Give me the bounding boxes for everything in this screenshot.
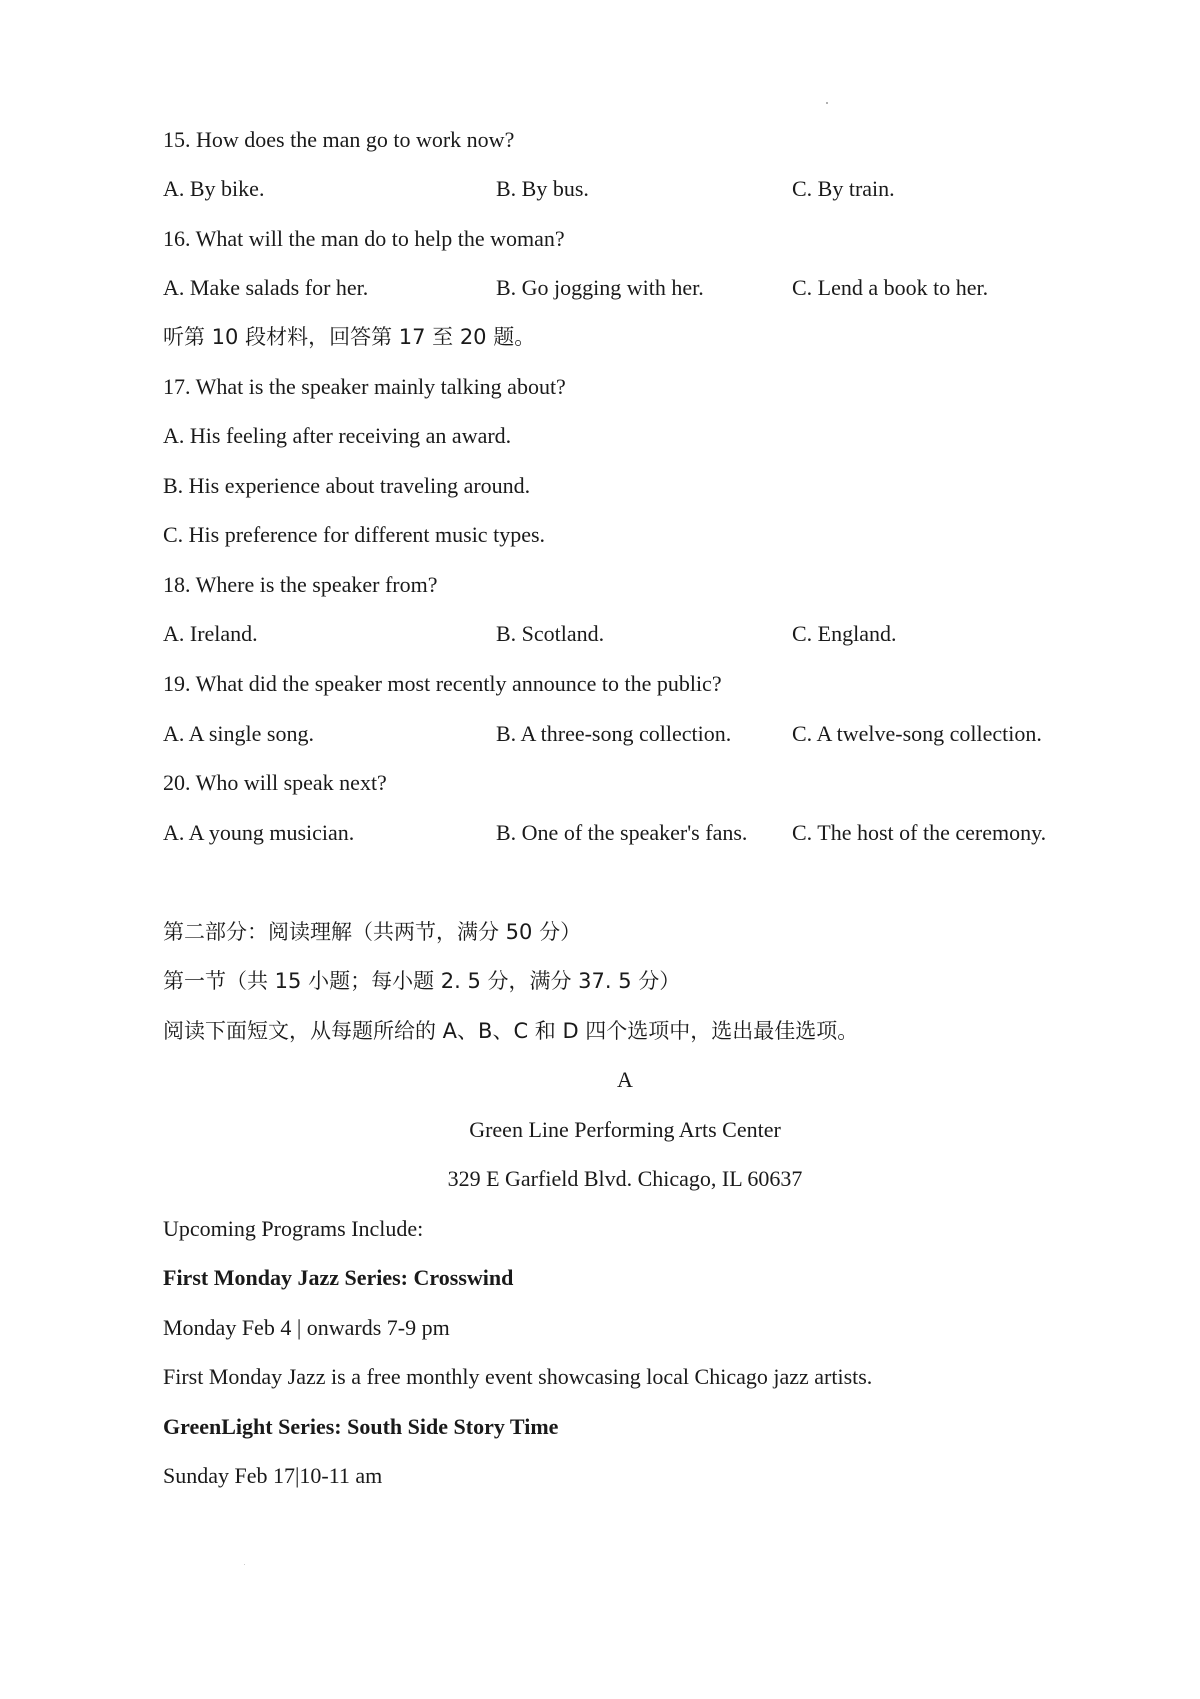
q17-option-b: B. His experience about traveling around.: [163, 473, 531, 498]
question-18: 18. Where is the speaker from?: [163, 572, 438, 597]
question-15: 15. How does the man go to work now?: [163, 127, 515, 152]
q20-option-c: C. The host of the ceremony.: [792, 820, 1047, 845]
question-16: 16. What will the man do to help the woman?: [163, 226, 565, 251]
program-2-title: GreenLight Series: South Side Story Time: [163, 1414, 559, 1439]
part-2-section-1: 第一节（共 15 小题；每小题 2. 5 分，满分 37. 5 分）: [163, 969, 681, 993]
q16-option-a: A. Make salads for her.: [163, 275, 369, 300]
q16-option-b: B. Go jogging with her.: [496, 275, 704, 300]
q18-option-a: A. Ireland.: [163, 621, 258, 646]
scan-speck: [826, 102, 828, 104]
program-1-title: First Monday Jazz Series: Crosswind: [163, 1265, 514, 1290]
q19-option-c: C. A twelve-song collection.: [792, 721, 1042, 746]
q16-option-c: C. Lend a book to her.: [792, 275, 989, 300]
program-1-description: First Monday Jazz is a free monthly event showcasing local Chicago jazz artists.: [163, 1364, 873, 1389]
question-19: 19. What did the speaker most recently announce to the public?: [163, 671, 722, 696]
passage-label: A: [617, 1067, 633, 1092]
q17-option-a: A. His feeling after receiving an award.: [163, 423, 512, 448]
program-2-time: Sunday Feb 17|10-11 am: [163, 1463, 383, 1488]
q19-option-a: A. A single song.: [163, 721, 314, 746]
venue-address: 329 E Garfield Blvd. Chicago, IL 60637: [447, 1166, 803, 1191]
q20-option-a: A. A young musician.: [163, 820, 355, 845]
q17-option-c: C. His preference for different music types.: [163, 522, 546, 547]
section-10-instruction: 听第 10 段材料，回答第 17 至 20 题。: [163, 325, 536, 349]
scan-speck: [244, 1564, 245, 1565]
q19-option-b: B. A three-song collection.: [496, 721, 732, 746]
q18-option-b: B. Scotland.: [496, 621, 605, 646]
program-1-time: Monday Feb 4 | onwards 7-9 pm: [163, 1315, 450, 1340]
q18-option-c: C. England.: [792, 621, 897, 646]
venue-name: Green Line Performing Arts Center: [469, 1117, 781, 1142]
q15-option-c: C. By train.: [792, 176, 895, 201]
question-20: 20. Who will speak next?: [163, 770, 387, 795]
programs-intro: Upcoming Programs Include:: [163, 1216, 424, 1241]
question-17: 17. What is the speaker mainly talking about?: [163, 374, 566, 399]
q15-option-a: A. By bike.: [163, 176, 265, 201]
q15-option-b: B. By bus.: [496, 176, 589, 201]
q20-option-b: B. One of the speaker's fans.: [496, 820, 748, 845]
part-2-instruction: 阅读下面短文，从每题所给的 A、B、C 和 D 四个选项中，选出最佳选项。: [163, 1019, 859, 1043]
part-2-heading: 第二部分：阅读理解（共两节，满分 50 分）: [163, 920, 582, 944]
